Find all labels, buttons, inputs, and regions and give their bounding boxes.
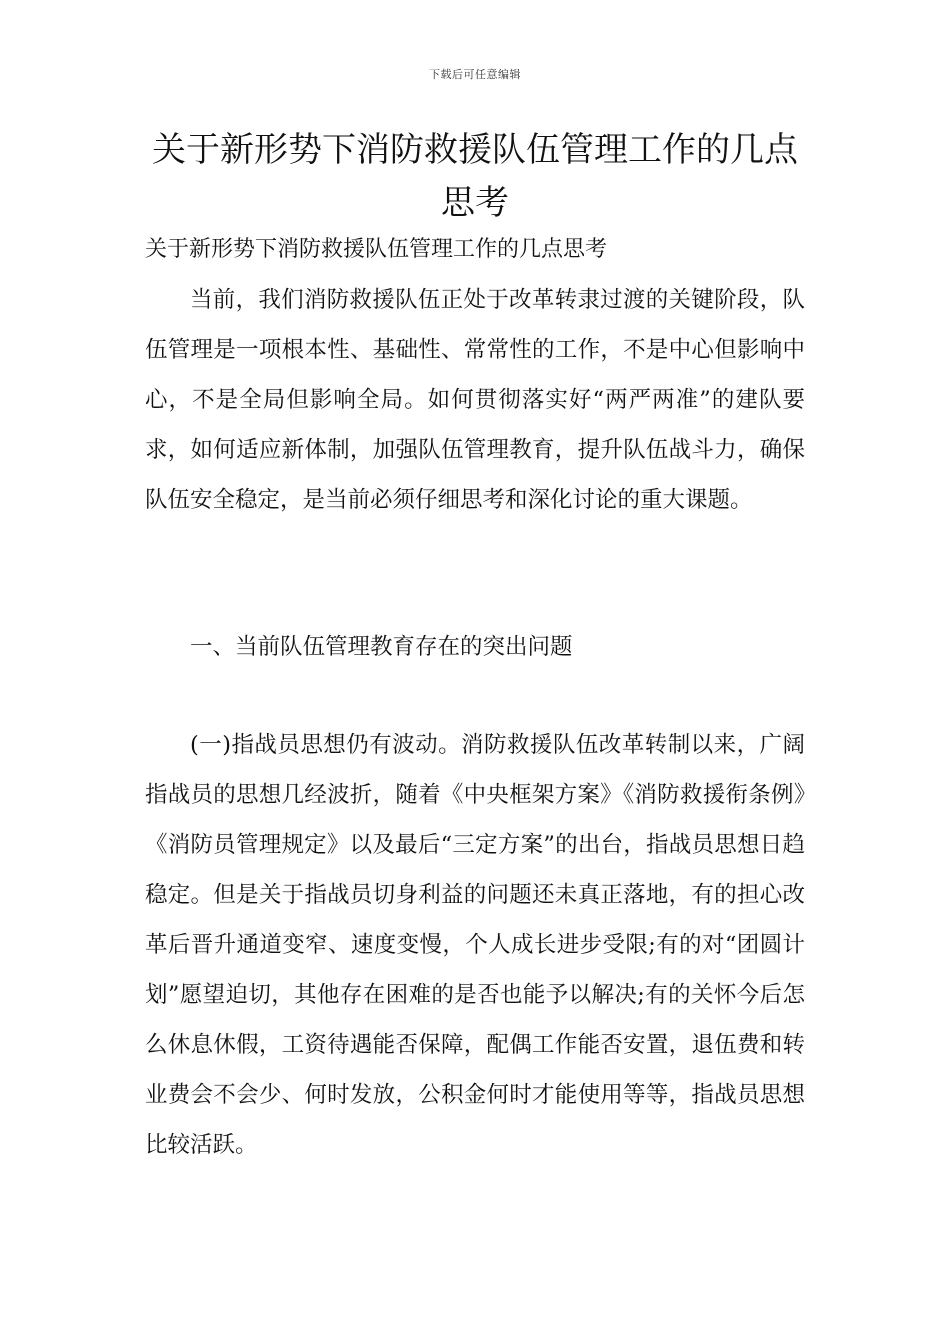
header-note: 下载后可任意编辑 <box>429 68 521 81</box>
section-heading: 一、当前队伍管理教育存在的突出问题 <box>190 634 573 660</box>
document-title: 关于新形势下消防救援队伍管理工作的几点思考 <box>152 130 798 223</box>
intro-paragraph: 当前，我们消防救援队伍正处于改革转隶过渡的关键阶段，队伍管理是一项根本性、基础性、常常性的工作，不是中心但影响中心，不是全局但影响全局。如何贯彻落实好“两严两准”的建队要求，如何适应新体制，加强队伍管理教育，提升队伍战斗力，确保队伍安全稳定，是当前必须仔细思考和深化讨论的重大课题。 <box>145 287 805 513</box>
document-subtitle: 关于新形势下消防救援队伍管理工作的几点思考 <box>145 237 608 262</box>
section-paragraph: (一)指战员思想仍有波动。消防救援队伍改革转制以来，广阔指战员的思想几经波折，随着《中央框架方案》《消防救援衔条例》《消防员管理规定》以及最后“三定方案”的出台，指战员思想日趋稳定。但是关于指战员切身利益的问题还未真正落地，有的担心改革后晋升通道变窄、速度变慢，个人成长进步受限;有的对“团圆计划”愿望迫切，其他存在困难的是否也能予以解决;有的关怀今后怎么休息休假，工资待遇能否保障，配偶工作能否安置，退伍费和转业费会不会少、何时发放，公积金何时才能使用等等，指战员思想比较活跃。 <box>145 732 805 1158</box>
